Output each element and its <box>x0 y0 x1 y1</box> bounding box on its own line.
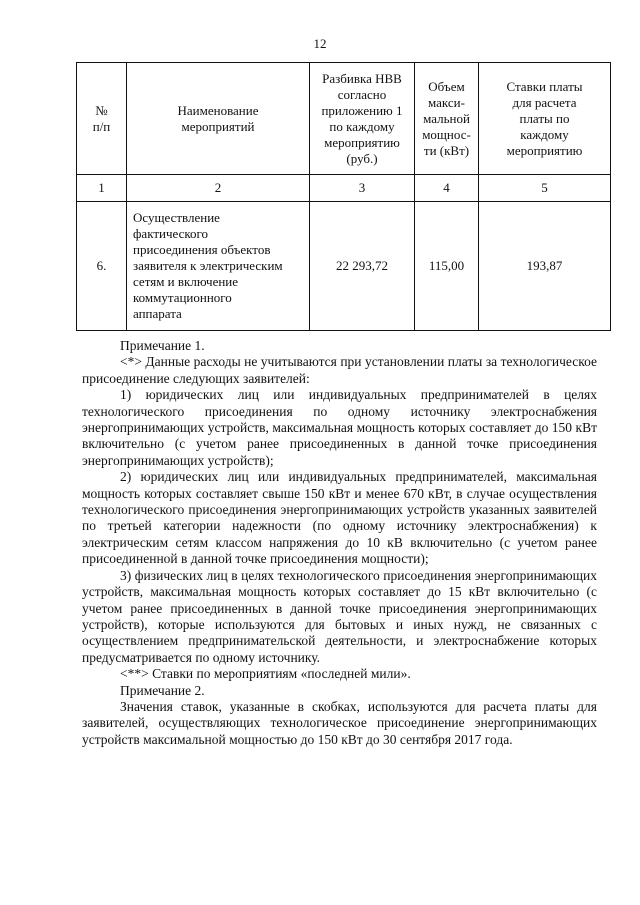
header-cell-number: № п/п <box>77 63 127 175</box>
row-number: 6. <box>77 202 127 331</box>
column-numbers-row <box>77 175 611 202</box>
header-cell-name: Наименование мероприятий <box>127 63 310 175</box>
note-paragraph: <*> Данные расходы не учитываются при установлении платы за технологическое присоединение следующих заявителей: <box>82 354 597 386</box>
note-paragraph: 1) юридических лиц или индивидуальных предпринимателей в целях технологического присоединения по одному источнику электроснабжения энергопринимающих устройств, максимальная мощность которых составляет до 150 кВт включительно (с учетом ранее присоединенных в данной точке присоединения энергопринимающих устройств); <box>82 387 597 468</box>
note-paragraph: <**> Ставки по мероприятиям «последней мили». <box>120 666 411 682</box>
table-row <box>77 202 611 331</box>
column-number: 4 <box>415 175 479 202</box>
row-rate: 193,87 <box>479 202 611 331</box>
note-heading-2: Примечание 2. <box>120 682 205 698</box>
column-number: 5 <box>479 175 611 202</box>
column-number: 2 <box>127 175 310 202</box>
column-number: 3 <box>310 175 415 202</box>
note-heading-1: Примечание 1. <box>120 338 205 353</box>
note-paragraph: 3) физических лиц в целях технологического присоединения энергопринимающих устройств, максимальная мощность которых составляет до 15 кВт включительно (с учетом ранее присоединенных в данной точке присоединения энергопринимающих устройств), которые используются для бытовых и иных нужд, не связанных с осуществлением предпринимательской деятельности, и электроснабжение которых предусматривается по одному источнику. <box>82 567 597 665</box>
row-nvv: 22 293,72 <box>310 202 415 331</box>
header-cell-nvv: Разбивка НВВ согласно приложению 1 по каждому мероприятию (руб.) <box>310 63 415 175</box>
note-paragraph: 2) юридических лиц или индивидуальных предпринимателей, максимальная мощность которых составляет свыше 150 кВт и менее 670 кВт, в случае осуществления технологического присоединения энергопринимающих устройств указанных заявителей по третьей категории надежности (по одному источнику электроснабжения) к электрическим сетям классом напряжения до 10 кВ включительно (с учетом ранее присоединенной в данной точке присоединения мощности); <box>82 469 597 567</box>
row-name: Осуществление фактического присоединения объектов заявителя к электрическим сетям и включение коммутационного аппарата <box>127 202 310 331</box>
rates-table <box>76 62 611 331</box>
table-header-row <box>77 63 611 175</box>
row-power: 115,00 <box>415 202 479 331</box>
note-paragraph: Значения ставок, указанные в скобках, используются для расчета платы для заявителей, осуществляющих технологическое присоединение энергопринимающих устройств максимальной мощностью до 150 кВт до 30 сентября 2017 года. <box>82 698 597 747</box>
page-number: 12 <box>313 36 327 51</box>
column-number: 1 <box>77 175 127 202</box>
notes-section <box>82 338 597 748</box>
header-cell-rate: Ставки платы для расчета платы по каждому мероприятию <box>479 63 611 175</box>
header-cell-power: Объем макси- мальной мощнос- ти (кВт) <box>415 63 479 175</box>
